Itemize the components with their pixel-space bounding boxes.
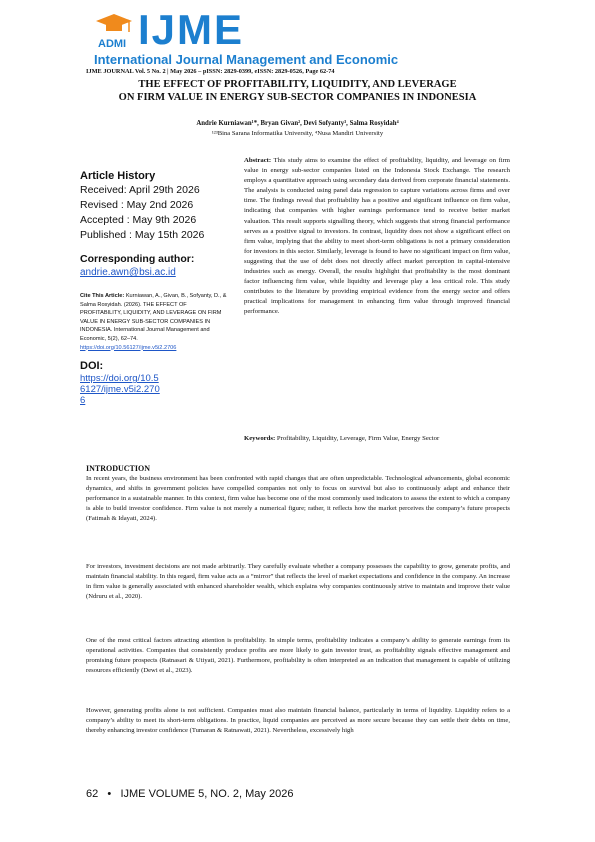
- footer-journal-text: IJME VOLUME 5, NO. 2, May 2026: [120, 788, 294, 800]
- corresponding-email-link[interactable]: andrie.awn@bsi.ac.id: [80, 267, 176, 278]
- accepted-date: Accepted : May 9th 2026: [80, 214, 197, 226]
- cite-doi-link[interactable]: https://doi.org/10.56127/ijme.v5i2.2706: [80, 344, 177, 351]
- received-date: Received: April 29th 2026: [80, 184, 200, 196]
- keywords-text: Profitability, Liquidity, Leverage, Firm Value, Energy Sector: [276, 435, 440, 442]
- paper-title: [60, 78, 535, 104]
- corresponding-author-heading: Corresponding author:: [80, 253, 195, 265]
- revised-date: Revised : May 2nd 2026: [80, 199, 194, 211]
- intro-paragraph-3: One of the most critical factors attracting attention is profitability. In simple terms, profitability indicates a company’s ability to generate earnings from its operational activities. Companies that consistently produce profits are more likely to gain investor trust, as profitability signals effective management and promising future prospects (Ratnasari & Utiyati, 2021). Furthermore, profitability is often interpreted as an indication that management is capable of utilizing resources efficiently (Dewi et al., 2023).: [86, 637, 510, 674]
- doi-link[interactable]: https://doi.org/10.56127/ijme.v5i2.2706: [80, 373, 160, 407]
- article-history-heading: Article History: [80, 170, 156, 182]
- logo-acronym: IJME: [138, 6, 245, 53]
- abstract-text: This study aims to examine the effect of profitability, liquidity, and leverage on firm value in energy sub-sector companies listed on the Indonesia Stock Exchange. The research employs a quantitative approach using secondary data derived from corporate financial statements. The analysis is conducted using panel data regression to capture variations across firms and over time. The findings reveal that profitability has a positive and significant influence on firm value, indicating that companies with higher earnings performance tend to receive better market valuation. This result supports signalling theory, which suggests that strong financial performance serves as a positive signal to investors. In contrast, liquidity does not show a significant effect on firm value, implying that the ability to meet short-term obligations is not a primary consideration for investors in this sector. Similarly, leverage is found to have no significant impact on firm value, suggesting that the use of debt does not directly affect market perception in capital-intensive industries such as energy. Overall, the results highlight that profitability is the most dominant factor influencing firm value, while liquidity and leverage play a less critical role. This study contributes to the literature by providing empirical evidence from the energy sector and offers practical implications for management in enhancing firm value through improved financial performance.: [244, 157, 510, 316]
- keywords-label: Keywords:: [244, 435, 276, 442]
- doi-heading: DOI:: [80, 360, 104, 373]
- published-date: Published : May 15th 2026: [80, 229, 205, 241]
- journal-info-line: IJME JOURNAL Vol. 5 No. 2 | May 2026 – pISSN: 2829-0399, eISSN: 2829-0526, Page 62-74: [86, 68, 335, 75]
- cite-text: Kurniawan, A., Givan, B., Sofyanty, D., & Salma Rosyidah. (2026). THE EFFECT OF PROFITABILITY, LIQUIDITY, AND LEVERAGE ON FIRM VALUE IN ENERGY SUB-SECTOR COMPANIES IN INDONESIA. International Journal Management and Economic, 5(2), 62–74.: [80, 293, 227, 342]
- page-footer: [86, 788, 293, 800]
- page-number: 62: [86, 788, 99, 800]
- cite-label: Cite This Article:: [80, 293, 125, 299]
- introduction-heading: INTRODUCTION: [86, 464, 151, 473]
- abstract-label: Abstract:: [244, 157, 272, 164]
- logo-small-text: ADMI: [98, 38, 127, 50]
- journal-logo: [86, 6, 399, 70]
- graduation-cap-icon: [94, 12, 134, 38]
- abstract: [244, 156, 510, 318]
- title-line-2: ON FIRM VALUE IN ENERGY SUB-SECTOR COMPANIES IN INDONESIA: [118, 92, 477, 103]
- footer-separator: •: [107, 788, 112, 800]
- keywords: [244, 434, 510, 444]
- affiliation: ¹²³Bina Sarana Informatika University, ⁴Nusa Mandiri University: [211, 130, 384, 137]
- logo-full-name: International Journal Management and Economic: [94, 52, 399, 67]
- intro-paragraph-1: In recent years, the business environment has been confronted with rapid changes that are often unpredictable. Technological advancements, global economic dynamics, and shifts in government policies have compelled companies not only to focus on survival but also to continuously adapt and enhance their performance in a sustainable manner. In this context, firm value has become one of the most commonly used indicators to assess the extent to which a company is able to build investor confidence. Firm value is not merely a numerical figure; rather, it reflects how the market perceives the company’s future prospects (Fatimah & Idayati, 2024).: [86, 475, 510, 522]
- author-list: Andrie Kurniawan¹*, Bryan Givan², Devi Sofyanty³, Salma Rosyidah⁴: [196, 120, 399, 127]
- title-line-1: THE EFFECT OF PROFITABILITY, LIQUIDITY, AND LEVERAGE: [138, 79, 457, 90]
- intro-paragraph-4: However, generating profits alone is not sufficient. Companies must also maintain financial balance, particularly in terms of liquidity. Liquidity refers to a company’s ability to meet its short-term obligations. In practice, liquid companies are perceived as more secure because they can settle their debts on time, thereby enhancing investor confidence (Tumaran & Ratnawati, 2021). Nevertheless, excessively high: [86, 707, 510, 734]
- citation-block: [80, 292, 230, 352]
- article-sidebar: [80, 170, 230, 406]
- intro-paragraph-2: For investors, investment decisions are not made arbitrarily. They carefully evaluate whether a company possesses the capability to grow, generate profits, and maintain financial stability. In this regard, firm value acts as a “mirror” that reflects the level of market expectations and confidence in the company. An increase in firm value is generally associated with enhanced shareholder wealth, which explains why companies continuously strive to maintain and improve their value (Ndruru et al., 2020).: [86, 563, 510, 600]
